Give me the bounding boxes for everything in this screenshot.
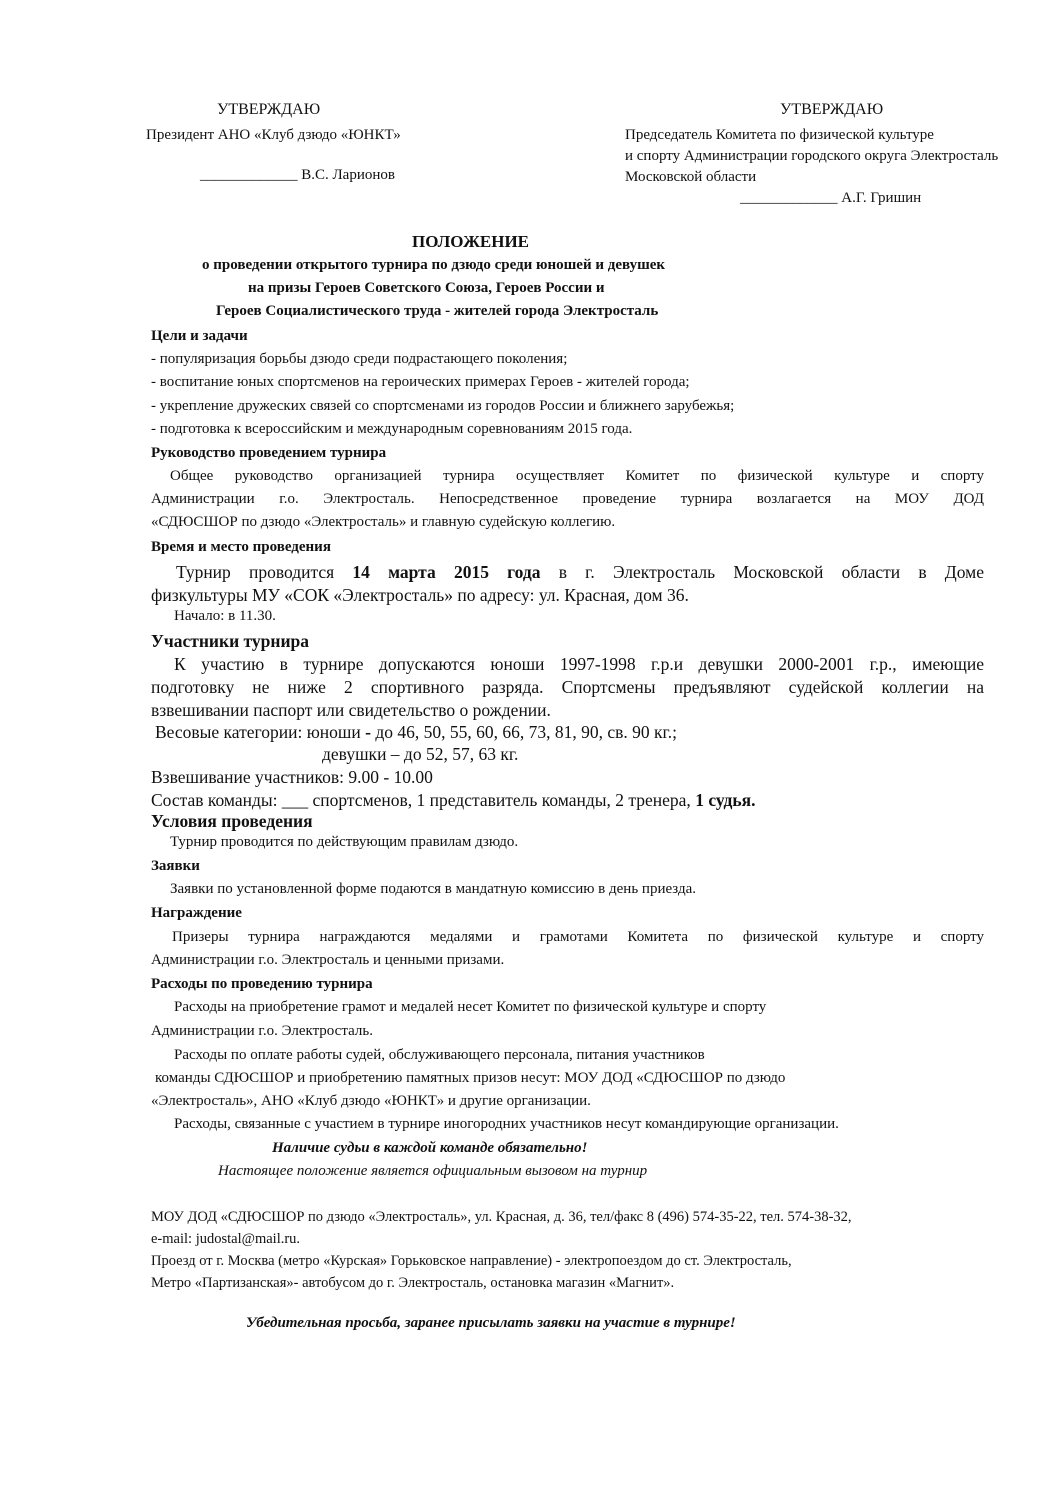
- weight-label: Весовые категории: юноши: [155, 722, 366, 742]
- expenses-line: Администрации г.о. Электросталь.: [151, 1023, 373, 1039]
- contact-line: МОУ ДОД «СДЮСШОР по дзюдо «Электросталь», ул. Красная, д. 36, тел/факс 8 (496) 574-35-22, тел. 574-38-32,: [151, 1209, 852, 1225]
- goal-item: - воспитание юных спортсменов на героических примерах Героев - жителей города;: [151, 374, 690, 390]
- approval-left-position: Президент АНО «Клуб дзюдо «ЮНКТ»: [146, 127, 401, 143]
- expenses-line: Расходы, связанные с участием в турнире иногородних участников несут командирующие организации.: [174, 1116, 839, 1132]
- awards-line: Администрации г.о. Электросталь и ценными призами.: [151, 952, 505, 968]
- signature-line: _____________: [200, 167, 298, 183]
- time-place-line: физкультуры МУ «СОК «Электросталь» по адресу: ул. Красная, дом 36.: [151, 585, 689, 605]
- weight-dash: -: [365, 722, 371, 742]
- section-heading-participants: Участники турнира: [151, 631, 310, 651]
- expenses-line: «Электросталь», АНО «Клуб дзюдо «ЮНКТ» и другие организации.: [151, 1093, 591, 1109]
- section-heading-applications: Заявки: [151, 858, 200, 874]
- signature-line: _____________: [740, 190, 838, 206]
- section-heading-time-place: Время и место проведения: [151, 539, 331, 555]
- management-line: Администрации г.о. Электросталь. Непосредственное проведение турнира возлагается на МОУ ДОД: [151, 491, 984, 507]
- weight-categories-girls: девушки – до 52, 57, 63 кг.: [322, 744, 519, 764]
- approval-right-position-line: и спорту Администрации городского округа Электросталь: [625, 148, 999, 164]
- final-request: Убедительная просьба, заранее присылать заявки на участие в турнире!: [246, 1315, 736, 1331]
- applications-text: Заявки по установленной форме подаются в мандатную комиссию в день приезда.: [170, 881, 697, 897]
- team-composition: [151, 789, 755, 811]
- time-place-text: в г. Электросталь Московской области в Доме: [540, 562, 984, 582]
- time-place-text: Турнир проводится: [176, 562, 353, 582]
- participants-line: подготовку не ниже 2 спортивного разряда. Спортсмены предъявляют судейской коллегии на: [151, 677, 984, 697]
- section-heading-conditions: Условия проведения: [151, 811, 313, 831]
- section-heading-goals: Цели и задачи: [151, 328, 248, 344]
- goal-item: - укрепление дружеских связей со спортсменами из городов России и ближнего зарубежья;: [151, 398, 735, 414]
- expenses-line: Расходы по оплате работы судей, обслуживающего персонала, питания участников: [174, 1047, 705, 1063]
- approval-right-heading: УТВЕРЖДАЮ: [780, 101, 884, 118]
- section-heading-management: Руководство проведением турнира: [151, 445, 387, 461]
- participants-line: К участию в турнире допускаются юноши 1997-1998 г.р.и девушки 2000-2001 г.р., имеющие: [174, 654, 984, 674]
- start-time: Начало: в 11.30.: [174, 608, 276, 624]
- approval-right-position-line: Московской области: [625, 169, 757, 185]
- approval-right-signature: [740, 188, 921, 208]
- tournament-date: 14 марта 2015 года: [352, 562, 541, 582]
- weigh-in-time: Взвешивание участников: 9.00 - 10.00: [151, 767, 433, 787]
- goal-item: - подготовка к всероссийским и международным соревнованиям 2015 года.: [151, 421, 633, 437]
- title-line: о проведении открытого турнира по дзюдо среди юношей и девушек: [202, 257, 666, 273]
- contact-line: Проезд от г. Москва (метро «Курская» Горьковское направление) - электропоездом до ст. Электросталь,: [151, 1253, 792, 1269]
- goal-item: - популяризация борьбы дзюдо среди подрастающего поколения;: [151, 351, 568, 367]
- judge-required-note: Наличие судьи в каждой команде обязательно!: [272, 1140, 588, 1156]
- document-title: ПОЛОЖЕНИЕ: [412, 232, 529, 251]
- title-line: Героев Социалистического труда - жителей города Электросталь: [216, 303, 659, 319]
- team-judge: 1 судья.: [695, 790, 756, 810]
- official-call-note: Настоящее положение является официальным вызовом на турнир: [218, 1163, 648, 1179]
- section-heading-awards: Награждение: [151, 905, 242, 921]
- signer-name: В.С. Ларионов: [301, 167, 395, 183]
- signer-name: А.Г. Гришин: [841, 190, 922, 206]
- management-line: Общее руководство организацией турнира осуществляет Комитет по физической культуре и спорту: [170, 468, 984, 484]
- contact-email: e-mail: judostal@mail.ru.: [151, 1231, 301, 1247]
- awards-line: Призеры турнира награждаются медалями и грамотами Комитета по физической культуре и спорту: [172, 929, 984, 945]
- approval-left-signature: [200, 165, 395, 185]
- approval-left-heading: УТВЕРЖДАЮ: [217, 101, 321, 118]
- section-heading-expenses: Расходы по проведению турнира: [151, 976, 373, 992]
- contact-line: Метро «Партизанская»- автобусом до г. Электросталь, остановка магазин «Магнит».: [151, 1275, 675, 1291]
- expenses-line: команды СДЮСШОР и приобретению памятных призов несут: МОУ ДОД «СДЮСШОР по дзюдо: [155, 1070, 786, 1086]
- time-place-line: [176, 561, 984, 583]
- title-line: на призы Героев Советского Союза, Героев России и: [248, 280, 605, 296]
- team-text: Состав команды: ___ спортсменов, 1 представитель команды, 2 тренера,: [151, 790, 696, 810]
- weight-values: до 46, 50, 55, 60, 66, 73, 81, 90, св. 90 кг.;: [370, 722, 677, 742]
- participants-line: взвешивании паспорт или свидетельство о рождении.: [151, 700, 551, 720]
- expenses-line: Расходы на приобретение грамот и медалей несет Комитет по физической культуре и спорту: [174, 999, 767, 1015]
- management-line: «СДЮСШОР по дзюдо «Электросталь» и главную судейскую коллегию.: [151, 514, 616, 530]
- approval-right-position-line: Председатель Комитета по физической культуре: [625, 127, 934, 143]
- weight-categories-boys: [155, 721, 677, 743]
- conditions-text: Турнир проводится по действующим правилам дзюдо.: [170, 834, 519, 850]
